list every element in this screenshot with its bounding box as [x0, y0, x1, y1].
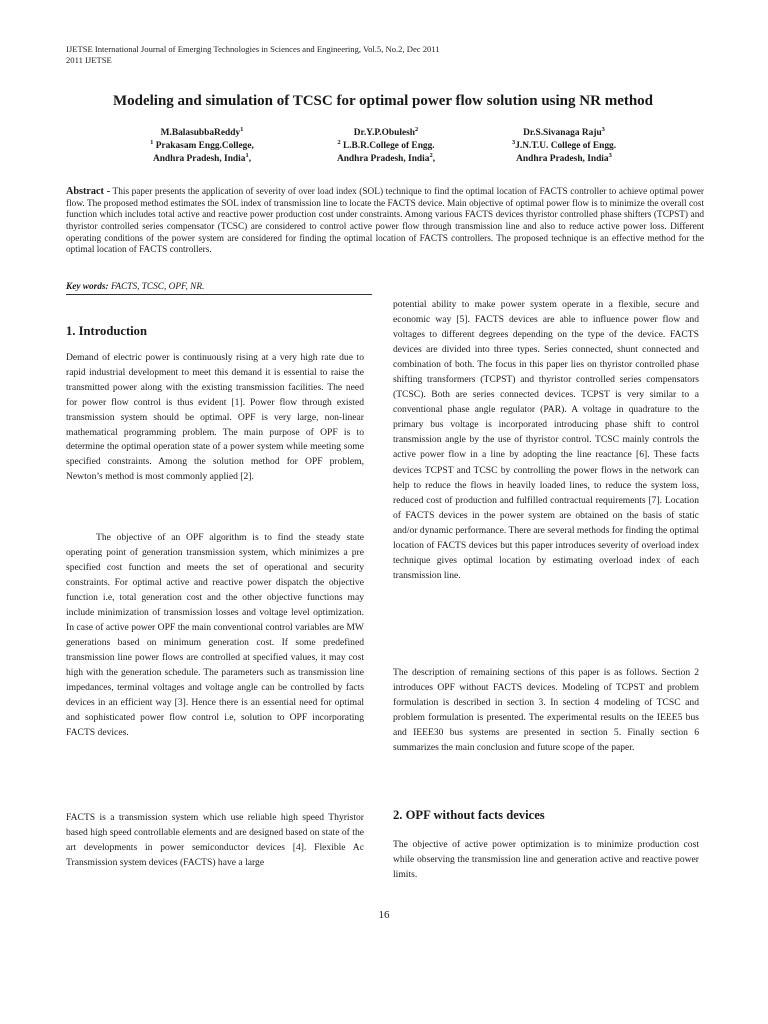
page-number: 16 [378, 909, 390, 921]
author-block-3: Dr.S.Sivanaga Raju$^3$ $^3$J.N.T.U. College of Engg. Andhra Pradesh, India$^3$ [511, 125, 617, 164]
intro-paragraph-2: The objective of an OPF algorithm is to find the steady state operating point of generation transmission system, which minimizes a pre specified cost function and meets the set of operational and security constraints. For optimal active and reactive power dispatch the objective function i.e, total generation cost and the other objective functions may include minimization of transmission losses and voltage level optimization. In case of active power OPF the main conventional control variables are MW generations based on minimum generation cost. If some predefined transmission line power flows are controlled at specified values, it may cost high with the generation schedule. The parameters such as transmission line impedances, terminal voltages and voltage angle can be controlled by facts devices in an efficient way [3]. Hence there is an essential need for optimal and sophisticated power flow control i.e, solution to OPF incorporating FACTS devices. [66, 532, 364, 738]
right-paragraph-2: The description of remaining sections of this paper is as follows. Section 2 introduces OPF without FACTS devices. Modeling of TCPST and problem formulation is described in section 3. In section 4 modeling of TCSC and problem formulation is presented. The experimental results on the IEEE5 bus and IEEE30 bus systems are presented in section 5. Finally section 6 summarizes the main conclusion and future scope of the paper. [393, 667, 699, 753]
paper-title: Modeling and simulation of TCSC for optimal power flow solution using NR method [112, 93, 654, 109]
author-affiliation: Prakasam Engg.College, [155, 141, 254, 151]
author-location: Andhra Pradesh, India [152, 154, 246, 164]
keywords-label: Key words: [66, 282, 109, 292]
copyright-line: 2011 IJETSE [66, 55, 112, 65]
author-name: Dr.Y.P.Obulesh [353, 128, 415, 138]
author-block-2: Dr.Y.P.Obulesh$^2$ $^2$ L.B.R.College of Engg. Andhra Pradesh, India$^2$, [336, 125, 436, 164]
author-block-1: M.BalasubbaReddy$^1$ $^1$ Prakasam Engg.College, Andhra Pradesh, India$^1$, [150, 125, 254, 164]
right-paragraph-1: potential ability to make power system operate in a flexible, secure and economic way [5]. FACTS devices are able to influence power flow and voltages to different degrees depending on the type of the device. FACTS devices are divided into three types. Series connected, shunt connected and combination of both. The focus in this paper lies on thyristor controlled phase shifting transformers (TCPST) and thyristor controlled series compensators (TCSC). Both are series connected devices. TCPST is very similar to a conventional phase angle regulator (PAR). A voltage in quadrature to the primary bus voltage is incorporated introducing phase shift to control transmission angle by the use of thyristor control. TCSC mainly controls the active power flow in a line by adopting the line reactance [6]. These facts devices TCPST and TCSC by controlling the power flows in the network can help to reduce the flows in heavily loaded lines, to reduce the system loss, reduced cost of production and fulfilled contractual requirements [7]. Location of FACTS devices in the power system are obtained on the basis of static and/or dynamic performance. There are several methods for finding the optimal location of FACTS devices but this paper introduces severity of overload index technique gives optimal location by estimating overload index of each transmission line. [393, 299, 699, 581]
abstract-label: Abstract - [66, 186, 111, 197]
section-heading-opf: 2. OPF without facts devices [393, 808, 545, 822]
intro-paragraph-1: Demand of electric power is continuously rising at a very high rate due to rapid industrial development to meet this demand it is essential to raise the transmitted power along with the existing transmission facilities. The need for power flow control is thus evident [1]. Power flow through existed transmission system should be optimal. OPF is very large, non-linear mathematical programming problem. The main purpose of OPF is to determine the optimal operation state of a power system while meeting some specified constraints. Among the solution method for OPF problem, Newton’s method is most commonly applied [2]. [66, 352, 364, 483]
keywords-rule [66, 294, 372, 295]
intro-paragraph-3: FACTS is a transmission system which use reliable high speed Thyristor based high speed controllable elements and are designed based on state of the art developments in power semiconductor devices [4]. Flexible Ac Transmission system devices (FACTS) have a large [66, 812, 364, 868]
author-affiliation: J.N.T.U. College of Engg. [515, 141, 617, 151]
abstract [66, 186, 704, 257]
journal-header [66, 44, 440, 66]
author-affiliation: L.B.R.College of Engg. [342, 141, 435, 151]
keywords [66, 281, 704, 293]
author-name: Dr.S.Sivanaga Raju [523, 128, 602, 138]
opf-paragraph-1: The objective of active power optimization is to minimize production cost while observing the transmission line and generation active and reactive power limits. [393, 839, 699, 880]
author-location: Andhra Pradesh, India [336, 154, 430, 164]
abstract-text: This paper presents the application of severity of over load index (SOL) technique to find the optimal location of FACTS controller to achieve optimal power flow. The proposed method estimates the SOL index of transmission line to locate the FACTS device. Main objective of optimal power flow is to minimize the overall cost function which includes total active and reactive power production cost under constraints. Among various FACTS devices thyristor controlled phase shifters (TCPST) and thyristor controlled series compensator (TCSC) are considered to control active power flow through transmission line and also to reduce active power loss. Different operating conditions of the power system are considered for finding the optimal location of FACTS controllers. The proposed technique is an effective method for the optimal location of FACTS controllers. [66, 187, 705, 256]
section-heading-introduction: 1. Introduction [66, 324, 147, 338]
author-location: Andhra Pradesh, India [516, 154, 609, 164]
author-name: M.BalasubbaReddy [160, 128, 241, 138]
keywords-value: FACTS, TCSC, OPF, NR. [110, 282, 205, 292]
journal-line: IJETSE International Journal of Emerging Technologies in Sciences and Engineering, Vol.5, No.2, Dec 2011 [66, 44, 440, 54]
